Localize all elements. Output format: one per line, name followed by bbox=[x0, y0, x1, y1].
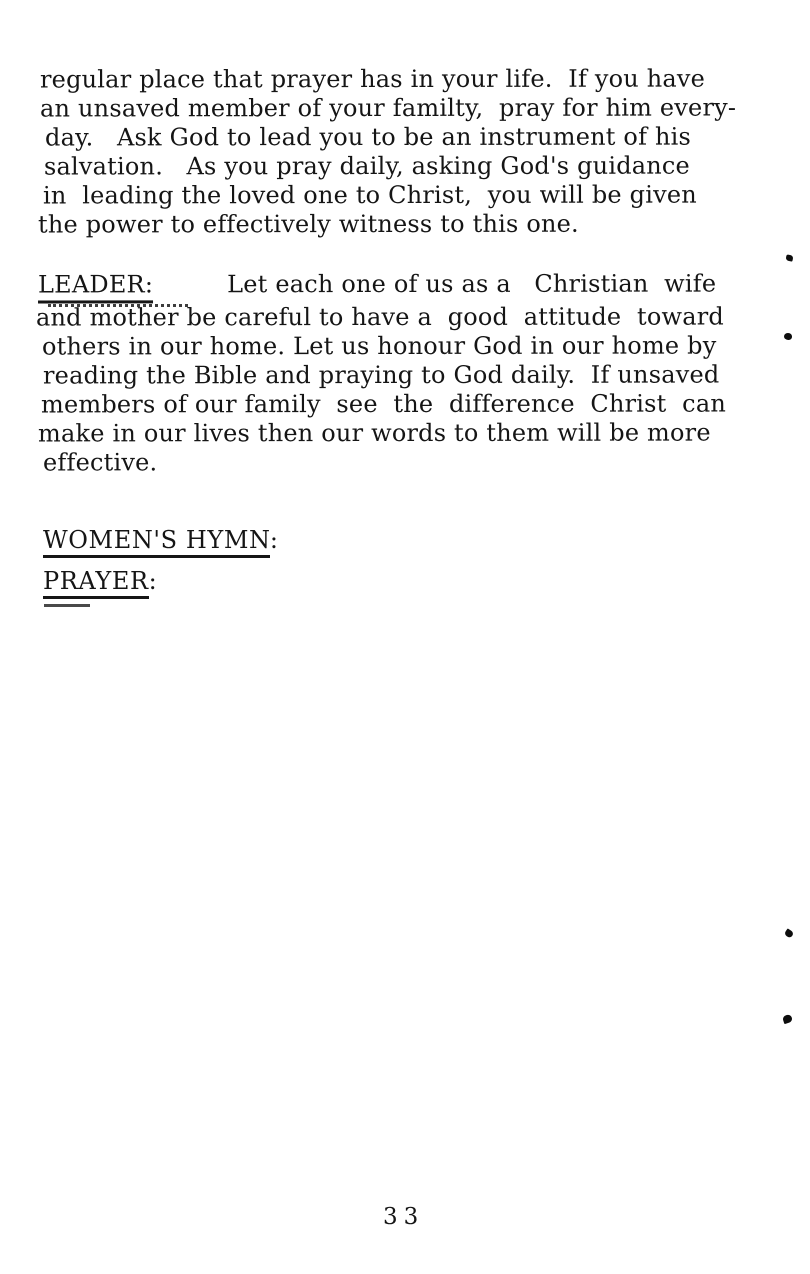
intro-paragraph bbox=[37, 64, 737, 239]
leader-first-line-text: Let each one of us as a Christian wife bbox=[227, 269, 717, 299]
text-line: salvation. As you pray daily, asking God's guidance bbox=[43, 151, 690, 181]
text-line: make in our lives then our words to them will be more bbox=[37, 418, 711, 448]
text-line bbox=[38, 270, 726, 304]
text-line: effective. bbox=[42, 448, 158, 477]
prayer-heading bbox=[43, 567, 157, 596]
ink-speck bbox=[785, 254, 793, 261]
text-line: and mother be careful to have a good attitude toward bbox=[35, 302, 724, 332]
text-line: day. Ask God to lead you to be an instrument of his bbox=[44, 122, 692, 152]
womens-hymn-heading-colon: : bbox=[269, 526, 279, 554]
text-line: others in our home. Let us honour God in our home by bbox=[41, 331, 717, 361]
text-line: an unsaved member of your familty, pray for him every- bbox=[39, 93, 737, 123]
prayer-heading-colon: : bbox=[148, 567, 158, 595]
scan-dotted-artifact bbox=[48, 300, 188, 307]
leader-label: LEADER: bbox=[38, 270, 153, 303]
ink-speck bbox=[782, 1014, 793, 1024]
text-line: regular place that prayer has in your life. If you have bbox=[39, 64, 706, 94]
text-line: reading the Bible and praying to God daily. If unsaved bbox=[42, 360, 720, 390]
text-line: members of our family see the difference Christ can bbox=[40, 389, 727, 419]
page-number: 33 bbox=[383, 1204, 425, 1230]
ink-speck bbox=[784, 333, 792, 340]
scan-underline-fragment bbox=[44, 604, 90, 607]
prayer-heading-text: PRAYER bbox=[43, 567, 149, 599]
text-line: the power to effectively witness to this one. bbox=[37, 209, 579, 239]
text-line: in leading the loved one to Christ, you will be given bbox=[42, 180, 697, 210]
ink-speck bbox=[784, 928, 795, 938]
womens-hymn-heading-text: WOMEN'S HYMN bbox=[43, 526, 270, 558]
womens-hymn-heading bbox=[43, 526, 279, 555]
